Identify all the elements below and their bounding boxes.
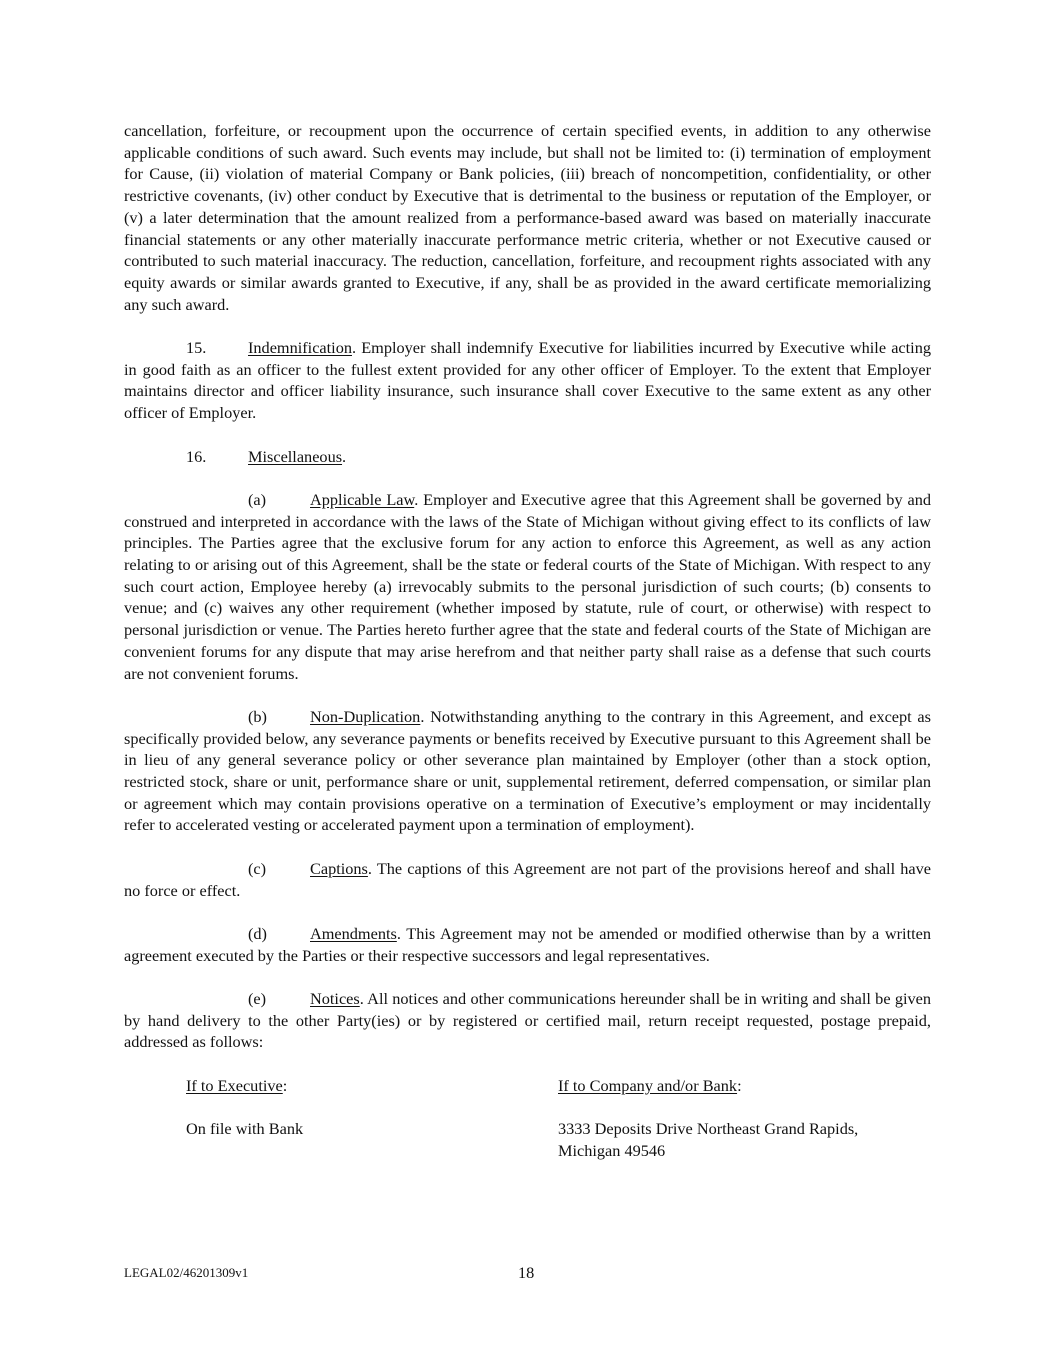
subsection-title: Non-Duplication: [310, 706, 421, 726]
paragraph-continuation: cancellation, forfeiture, or recoupment upon the occurrence of certain specified events, in addition to any otherwise applicable conditions of such award. Such events may include, but shall not be limited to: (i) termination of employment for Cause, (ii) violation of material Company or Bank policies, (iii) breach of noncompetition, confidentiality, or other restrictive covenants, (iv) other conduct by Executive that is detrimental to the business or reputation of the Employer, or (v) a later determination that the amount realized from a performance-based award was based on materially inaccurate financial statements or any other materially inaccurate performance metric criteria, whether or not Executive caused or contributed to such material inaccuracy. The reduction, cancellation, forfeiture, and recoupment rights associated with any equity awards or similar awards granted to Executive, if any, shall be as provided in the award certificate memorializing any such award.: [124, 121, 931, 314]
subsection-text: . All notices and other communications hereunder shall be in writing and shall be given by hand delivery to the other Party(ies) or by registered or certified mail, return receipt requested, postage prepaid, addressed as follows:: [124, 989, 931, 1052]
company-address-line-1: 3333 Deposits Drive Northeast Grand Rapids,: [558, 1119, 859, 1139]
executive-address-block: [186, 1075, 303, 1140]
subsection-title: Applicable Law: [310, 489, 415, 509]
executive-address-line: On file with Bank: [186, 1119, 304, 1139]
subsection-letter: (d): [248, 923, 267, 943]
company-address-line-2: Michigan 49546: [558, 1140, 666, 1160]
subsection-letter: (a): [248, 489, 267, 509]
subsection-b-non-duplication: [124, 706, 931, 836]
executive-heading-label: If to Executive: [186, 1075, 283, 1095]
notice-addresses: [124, 1075, 931, 1175]
subsection-title: Captions: [310, 858, 368, 878]
subsection-title: Notices: [310, 989, 360, 1009]
page-footer: [124, 1263, 931, 1285]
subsection-e-notices: [124, 988, 931, 1053]
section-number: 15.: [186, 338, 207, 358]
company-heading: If to Company and/or Bank:: [558, 1075, 742, 1095]
subsection-d-amendments: [124, 923, 931, 966]
executive-heading: If to Executive:: [186, 1075, 288, 1095]
subsection-letter: (b): [248, 706, 267, 726]
company-heading-label: If to Company and/or Bank: [558, 1075, 738, 1095]
section-16-miscellaneous: [124, 446, 931, 468]
subsection-a-applicable-law: [124, 489, 931, 684]
section-title: Miscellaneous: [248, 446, 343, 466]
subsection-text: . Employer and Executive agree that this Agreement shall be governed by and construed and interpreted in accordance with the laws of the State of Michigan without giving effect to its conflicts of law principles. The Parties agree that the exclusive forum for any action to enforce this Agreement, as well as any action relating to or arising out of this Agreement, shall be the state or federal courts of the State of Michigan. With respect to any such court action, Employee hereby (a) irrevocably submits to the personal jurisdiction of such courts; (b) consents to venue; and (c) waives any other requirement (whether imposed by statute, rule of court, or otherwise) with respect to personal jurisdiction or venue. The Parties hereto further agree that the state and federal courts of the State of Michigan are convenient forums for any dispute that may arise herefrom and that neither party shall raise as a defense that such courts are not convenient forums.: [124, 489, 931, 683]
section-15-indemnification: [124, 337, 931, 424]
subsection-text: . Notwithstanding anything to the contrary in this Agreement, and except as specifically provided below, any severance payments or benefits received by Executive pursuant to this Agreement shall be in lieu of any general severance policy or other severance plan maintained by Employer (other than a stock option, restricted stock, share or unit, performance share or unit, supplemental retirement, deferred compensation, or similar plan or agreement which may contain provisions operative on a termination of Executive’s employment or may incidentally refer to accelerated vesting or accelerated payment upon a termination of employment).: [124, 706, 931, 835]
subsection-c-captions: [124, 858, 931, 901]
section-title: Indemnification: [248, 338, 352, 358]
subsection-letter: (c): [248, 858, 267, 878]
subsection-title: Amendments: [310, 923, 397, 943]
document-page: [124, 120, 931, 1175]
section-text: . Employer shall indemnify Executive for liabilities incurred by Executive while acting in good faith as an officer to the fullest extent provided for any other officer of Employer. To the extent that Employer maintains director and officer liability insurance, such insurance shall cover Executive to the same extent as any other officer of Employer.: [124, 338, 931, 423]
company-address-block: [558, 1075, 931, 1162]
section-number: 16.: [186, 446, 207, 466]
section-punct: .: [342, 446, 347, 466]
document-id: LEGAL02/46201309v1: [124, 1265, 249, 1280]
subsection-text: . The captions of this Agreement are not part of the provisions hereof and shall have no force or effect.: [124, 858, 931, 900]
page-number: 18: [518, 1263, 535, 1282]
subsection-text: . This Agreement may not be amended or modified otherwise than by a written agreement executed by the Parties or their respective successors and legal representatives.: [124, 923, 931, 965]
subsection-letter: (e): [248, 989, 267, 1009]
